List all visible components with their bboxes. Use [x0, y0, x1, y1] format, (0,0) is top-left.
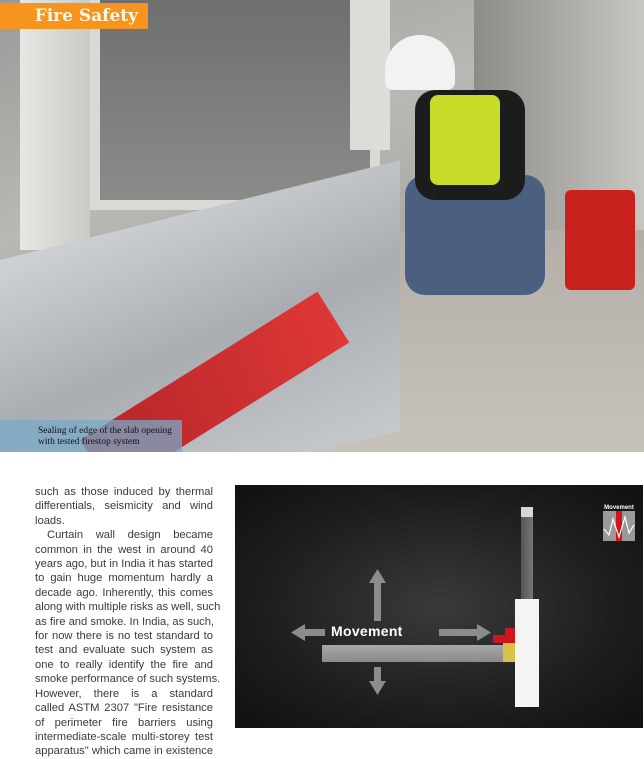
text-line: However, there is a standard	[35, 687, 213, 700]
movement-label: Movement	[331, 623, 403, 639]
text-line: decade ago. Inherently, this comes	[35, 586, 213, 599]
text-line: for now there is no test standard to	[35, 630, 213, 643]
text-line: Curtain wall design became	[47, 529, 213, 542]
arrow-left-icon	[291, 624, 325, 641]
section-title: Fire Safety	[0, 3, 148, 29]
text-line: apparatus" which came in existence	[35, 745, 214, 758]
arrow-right-icon	[439, 624, 491, 641]
worker	[385, 35, 575, 305]
sealant-bucket	[565, 190, 635, 290]
wave-icon	[603, 511, 635, 541]
text-line: years ago, but in India it has started	[35, 558, 213, 571]
pillar	[350, 0, 390, 150]
movement-diagram	[235, 485, 643, 728]
photo-caption	[0, 420, 182, 452]
pillar	[20, 0, 90, 250]
text-line: one to really identify the fire and	[35, 658, 213, 671]
text-line: loads.	[35, 514, 65, 527]
text-line: as fire and smoke. In India, as such,	[35, 615, 215, 628]
arrow-down-icon	[369, 667, 386, 695]
arrow-up-icon	[369, 569, 386, 621]
text-line: to gain huge momentum hardly a	[35, 572, 213, 585]
text-line: test and evaluate such system as	[35, 644, 213, 657]
text-line: common in the west in around 40	[35, 543, 213, 556]
article-body	[35, 485, 221, 759]
caption-line: with tested firestop system	[38, 437, 140, 447]
text-line: differentials, seismicity and wind	[35, 500, 213, 513]
text-line: along with multiple risks as well, such	[35, 601, 221, 614]
text-line: such as those induced by thermal	[35, 486, 213, 498]
text-line: called ASTM 2307 "Fire resistance	[35, 702, 213, 715]
text-line: of perimeter fire barriers using	[35, 716, 213, 729]
text-line: intermediate-scale multi-storey test	[35, 730, 213, 743]
movement-arrows	[235, 485, 643, 728]
caption-line: Sealing of edge of the slab opening	[38, 426, 173, 436]
text-line: smoke performance of such systems.	[35, 673, 221, 686]
badge-label: Movement	[604, 505, 634, 511]
movement-badge	[603, 505, 635, 545]
